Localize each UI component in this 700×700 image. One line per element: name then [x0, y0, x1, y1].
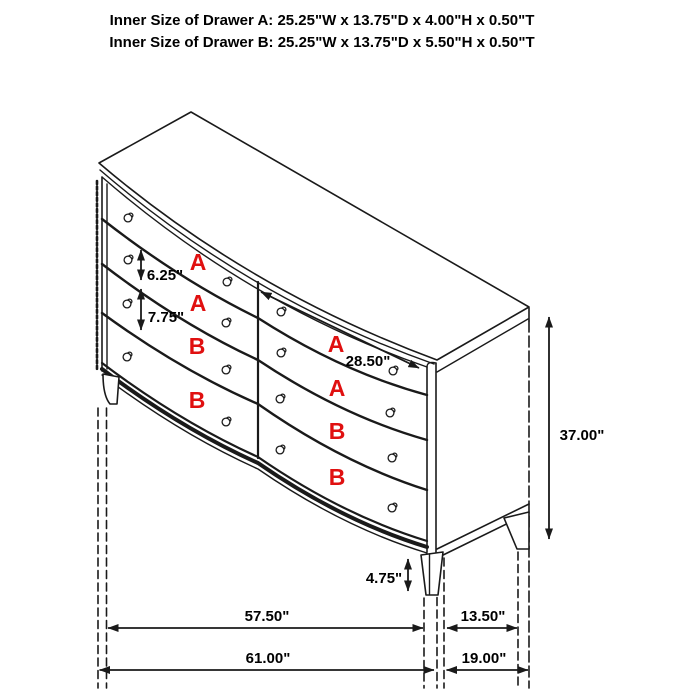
- dimension-overall-depth: [447, 650, 529, 670]
- dimension-label: 19.00": [461, 650, 507, 667]
- knob-icon: [276, 394, 285, 403]
- knob-icon: [277, 348, 286, 357]
- dimension-drawer-a-height: [141, 250, 183, 284]
- dresser-drawing: [97, 112, 529, 595]
- back-right-leg: [504, 512, 529, 549]
- drawer-label: B: [188, 387, 206, 413]
- front-right-leg: [421, 552, 443, 595]
- knob-icon: [124, 213, 133, 222]
- knob-icon: [388, 453, 397, 462]
- dimension-label: 37.00": [559, 427, 605, 444]
- left-edge: [97, 177, 107, 371]
- title-line-drawer-a: Inner Size of Drawer A: 25.25"W x 13.75"D x 4.00"H x 0.50"T: [109, 12, 535, 29]
- dimension-front-width: [108, 608, 423, 628]
- knob-icon: [222, 318, 231, 327]
- front-left-leg: [103, 374, 119, 404]
- dimension-overall-width: [100, 650, 435, 670]
- drawer-label: A: [189, 249, 207, 275]
- dimension-label: 57.50": [244, 608, 290, 625]
- drawer-label: A: [328, 375, 346, 401]
- knob-icon: [389, 366, 398, 375]
- knob-icon: [123, 352, 132, 361]
- drawer-label: B: [328, 418, 346, 444]
- knob-icon: [223, 277, 232, 286]
- dimension-leg-height: [366, 559, 408, 591]
- knob-icon: [222, 365, 231, 374]
- dimension-label: 6.25": [146, 267, 184, 284]
- knob-icon: [386, 408, 395, 417]
- front-right-stile: [427, 363, 436, 557]
- knob-icon: [123, 299, 132, 308]
- title-line-drawer-b: Inner Size of Drawer B: 25.25"W x 13.75"D x 5.50"H x 0.50"T: [109, 34, 535, 51]
- drawer-label: A: [189, 290, 207, 316]
- knob-icon: [277, 307, 286, 316]
- top-panel: [99, 112, 529, 367]
- drawer-label: B: [328, 464, 346, 490]
- knob-icon: [276, 445, 285, 454]
- dimension-side-inset-depth: [447, 608, 517, 628]
- drawer-label: B: [188, 333, 206, 359]
- dimension-label: 13.50": [460, 608, 506, 625]
- dimension-label: 4.75": [365, 570, 403, 587]
- knob-icon: [222, 417, 231, 426]
- knob-icon: [388, 503, 397, 512]
- drawer-label: A: [327, 331, 345, 357]
- dimension-drawer-b-height: [141, 289, 184, 330]
- knob-icon: [124, 255, 133, 264]
- dimension-label: 28.50": [345, 353, 391, 370]
- dimension-label: 61.00": [245, 650, 291, 667]
- dimension-overall-height: [549, 317, 604, 539]
- title: [109, 12, 534, 51]
- dimension-label: 7.75": [147, 309, 185, 326]
